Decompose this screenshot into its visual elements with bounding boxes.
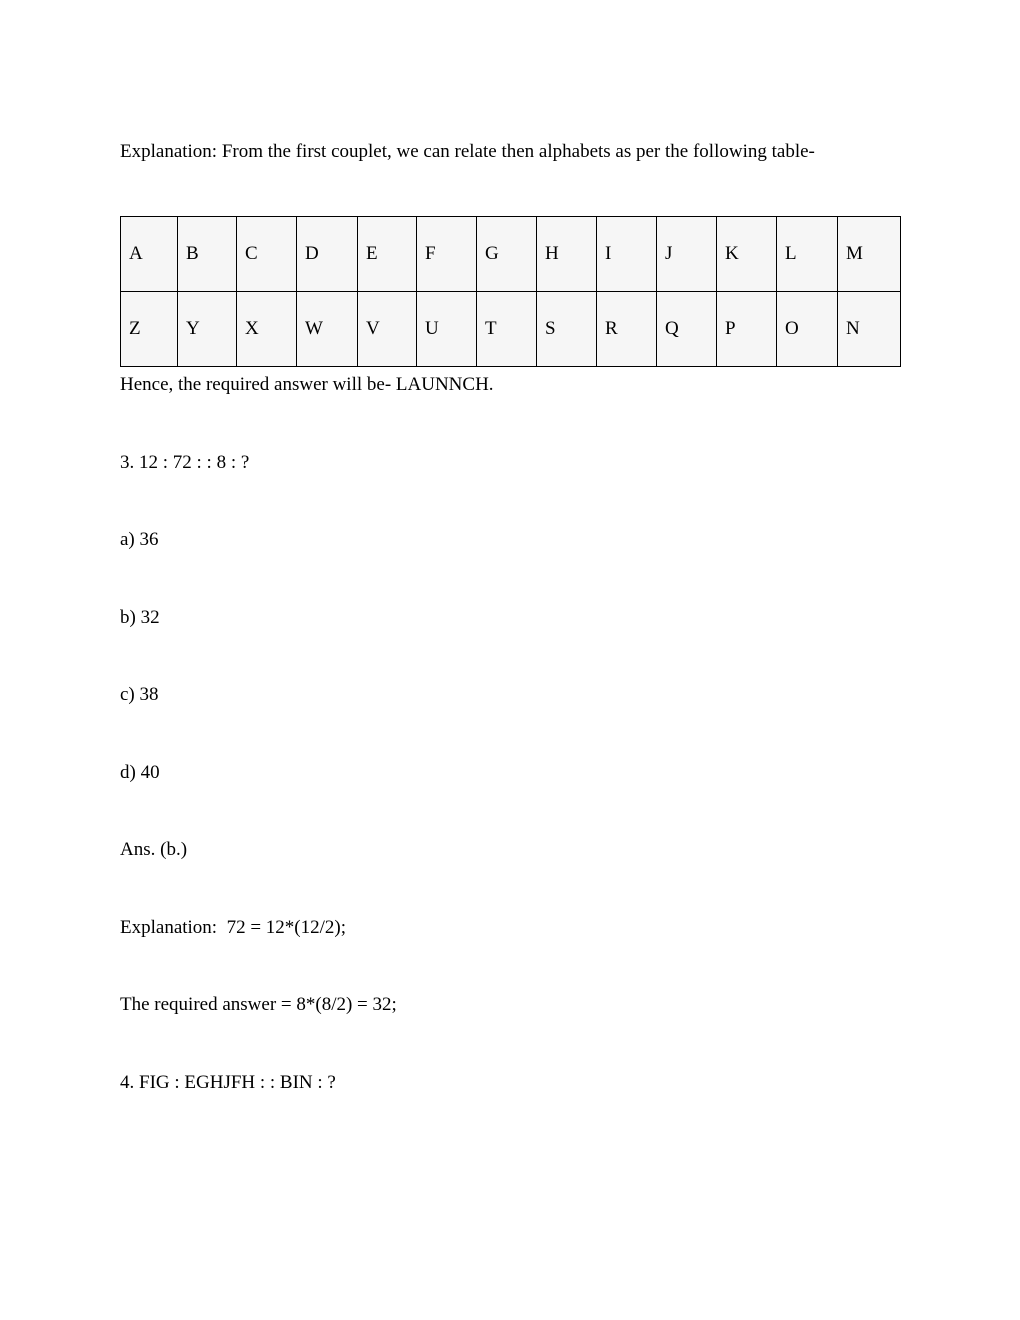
explanation-line-1: Explanation: 72 = 12*(12/2); bbox=[120, 917, 347, 938]
cipher-cell: D bbox=[297, 217, 358, 292]
cipher-cell: J bbox=[657, 217, 717, 292]
cipher-cell: O bbox=[777, 292, 838, 367]
cipher-cell: P bbox=[717, 292, 777, 367]
cipher-cell: G bbox=[477, 217, 537, 292]
conclusion-text: Hence, the required answer will be- LAUNNCH. bbox=[120, 374, 494, 395]
answer-text: Ans. (b.) bbox=[120, 839, 188, 860]
intro-explanation-text: Explanation: From the first couplet, we can relate then alphabets as per the following table- bbox=[120, 141, 815, 162]
cipher-cell: E bbox=[358, 217, 417, 292]
cipher-cell: Y bbox=[178, 292, 237, 367]
cipher-cell: K bbox=[717, 217, 777, 292]
cipher-cell: I bbox=[597, 217, 657, 292]
cipher-cell: S bbox=[537, 292, 597, 367]
cipher-table bbox=[120, 216, 901, 367]
cipher-cell: C bbox=[237, 217, 297, 292]
cipher-row-bottom bbox=[121, 292, 901, 367]
question-3-prompt: 3. 12 : 72 : : 8 : ? bbox=[120, 452, 250, 473]
cipher-cell: T bbox=[477, 292, 537, 367]
cipher-cell: W bbox=[297, 292, 358, 367]
cipher-cell: N bbox=[838, 292, 901, 367]
cipher-cell: X bbox=[237, 292, 297, 367]
option-b: b) 32 bbox=[120, 607, 160, 628]
cipher-cell: H bbox=[537, 217, 597, 292]
cipher-cell: L bbox=[777, 217, 838, 292]
cipher-cell: V bbox=[358, 292, 417, 367]
question-4-prompt: 4. FIG : EGHJFH : : BIN : ? bbox=[120, 1072, 336, 1093]
option-a: a) 36 bbox=[120, 529, 159, 550]
cipher-cell: Z bbox=[121, 292, 178, 367]
cipher-cell: A bbox=[121, 217, 178, 292]
cipher-cell: F bbox=[417, 217, 477, 292]
cipher-row-top bbox=[121, 217, 901, 292]
explanation-line-2: The required answer = 8*(8/2) = 32; bbox=[120, 994, 397, 1015]
cipher-cell: M bbox=[838, 217, 901, 292]
option-d: d) 40 bbox=[120, 762, 160, 783]
cipher-cell: Q bbox=[657, 292, 717, 367]
cipher-cell: B bbox=[178, 217, 237, 292]
option-c: c) 38 bbox=[120, 684, 159, 705]
cipher-cell: U bbox=[417, 292, 477, 367]
cipher-cell: R bbox=[597, 292, 657, 367]
